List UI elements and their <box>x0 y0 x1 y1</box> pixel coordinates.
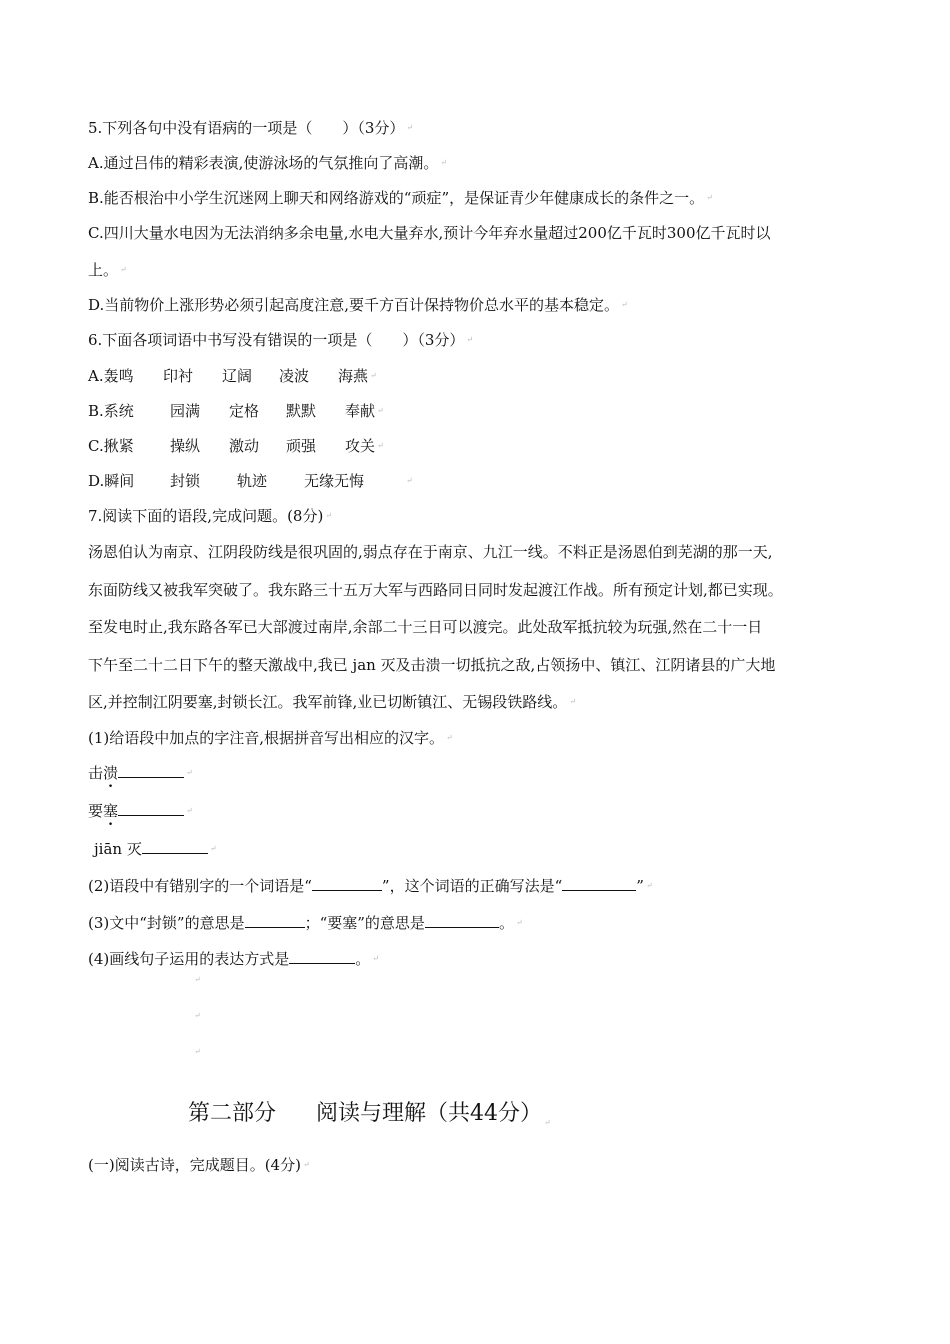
answer-blank[interactable] <box>312 875 382 891</box>
answer-blank[interactable] <box>118 762 184 778</box>
answer-blank[interactable] <box>142 838 208 854</box>
q7-passage-line2: 东面防线又被我军突破了。我东路三十五万大军与西路同日同时发起渡江作战。所有预定计划,都已实现。 <box>88 581 783 599</box>
q7-word2-row: 要塞 ↵ <box>88 802 193 820</box>
q7-stem: 7.阅读下面的语段,完成问题。(8分) ↵ <box>88 507 333 525</box>
q7-passage-line4: 下午至二十二日下午的整天激战中,我已 jan 灭及击溃一切抵抗之敌,占领扬中、镇江、江阴诸县的广大地 <box>88 656 776 674</box>
q7-sub4: (4)画线句子运用的表达方式是 。 ↵ <box>88 950 379 968</box>
q6-option-b: B.系统 园满 定格 默默 奉献 ↵ <box>88 402 384 420</box>
q5-stem: 5.下列各句中没有语病的一项是（ ）（3分） ↵ <box>88 119 414 137</box>
q6-stem: 6.下面各项词语中书写没有错误的一项是（ ）（3分） ↵ <box>88 331 474 349</box>
q7-word1-row: 击溃 ↵ <box>88 764 193 782</box>
dotted-char: 溃 <box>103 764 119 782</box>
q5-option-c-line1: C.四川大量水电因为无法消纳多余电量,水电大量弃水,预计今年弃水量超过200亿千瓦时300亿千瓦时以 <box>88 224 771 242</box>
answer-blank[interactable] <box>425 912 499 928</box>
q7-passage-line1: 汤恩伯认为南京、江阴段防线是很巩固的,弱点存在于南京、九江一线。不料正是汤恩伯到芜湖的那一天, <box>88 543 773 561</box>
answer-blank[interactable] <box>245 912 305 928</box>
answer-blank[interactable] <box>118 800 184 816</box>
q6-option-a: A.轰鸣 印衬 辽阔 凌波 海燕 ↵ <box>88 367 377 385</box>
empty-paragraph-mark: ↵ <box>194 1011 201 1020</box>
q5-option-c-line2: 上。 ↵ <box>88 261 127 279</box>
q7-passage-line3: 至发电时止,我东路各军已大部渡过南岸,余部二十三日可以渡完。此处敌军抵抗较为玩强,然在二十一日 <box>88 618 763 636</box>
section1-heading: (一)阅读古诗，完成题目。(4分) ↵ <box>88 1156 310 1174</box>
empty-paragraph-mark: ↵ <box>194 975 201 984</box>
q7-sub2: (2)语段中有错别字的一个词语是“ ”，这个词语的正确写法是“ ” ↵ <box>88 877 653 895</box>
q7-word3-row: jiān 灭 ↵ <box>94 840 217 858</box>
q7-sub3: (3)文中“封锁”的意思是 ；“要塞”的意思是 。 ↵ <box>88 914 523 932</box>
answer-blank[interactable] <box>289 948 355 964</box>
part2-heading: 第二部分 阅读与理解（共44分） ↵ <box>188 1101 551 1127</box>
q5-option-a: A.通过吕伟的精彩表演,使游泳场的气氛推向了高潮。 ↵ <box>88 154 448 172</box>
q7-passage-line5: 区,并控制江阴要塞,封锁长江。我军前锋,业已切断镇江、无锡段铁路线。 ↵ <box>88 693 577 711</box>
q7-sub1: (1)给语段中加点的字注音,根据拼音写出相应的汉字。 ↵ <box>88 729 453 747</box>
dotted-char: 塞 <box>103 802 119 820</box>
answer-blank[interactable] <box>562 875 636 891</box>
q5-option-d: D.当前物价上涨形势必须引起高度注意,要千方百计保持物价总水平的基本稳定。 ↵ <box>88 296 628 314</box>
q6-option-c: C.揪紧 操纵 激动 顽强 攻关 ↵ <box>88 437 384 455</box>
q6-option-d: D.瞬间 封锁 轨迹 无缘无悔 ↵ <box>88 472 413 490</box>
empty-paragraph-mark: ↵ <box>194 1047 201 1056</box>
q5-option-b: B.能否根治中小学生沉迷网上聊天和网络游戏的“顽症”，是保证青少年健康成长的条件之一。 ↵ <box>88 189 713 207</box>
